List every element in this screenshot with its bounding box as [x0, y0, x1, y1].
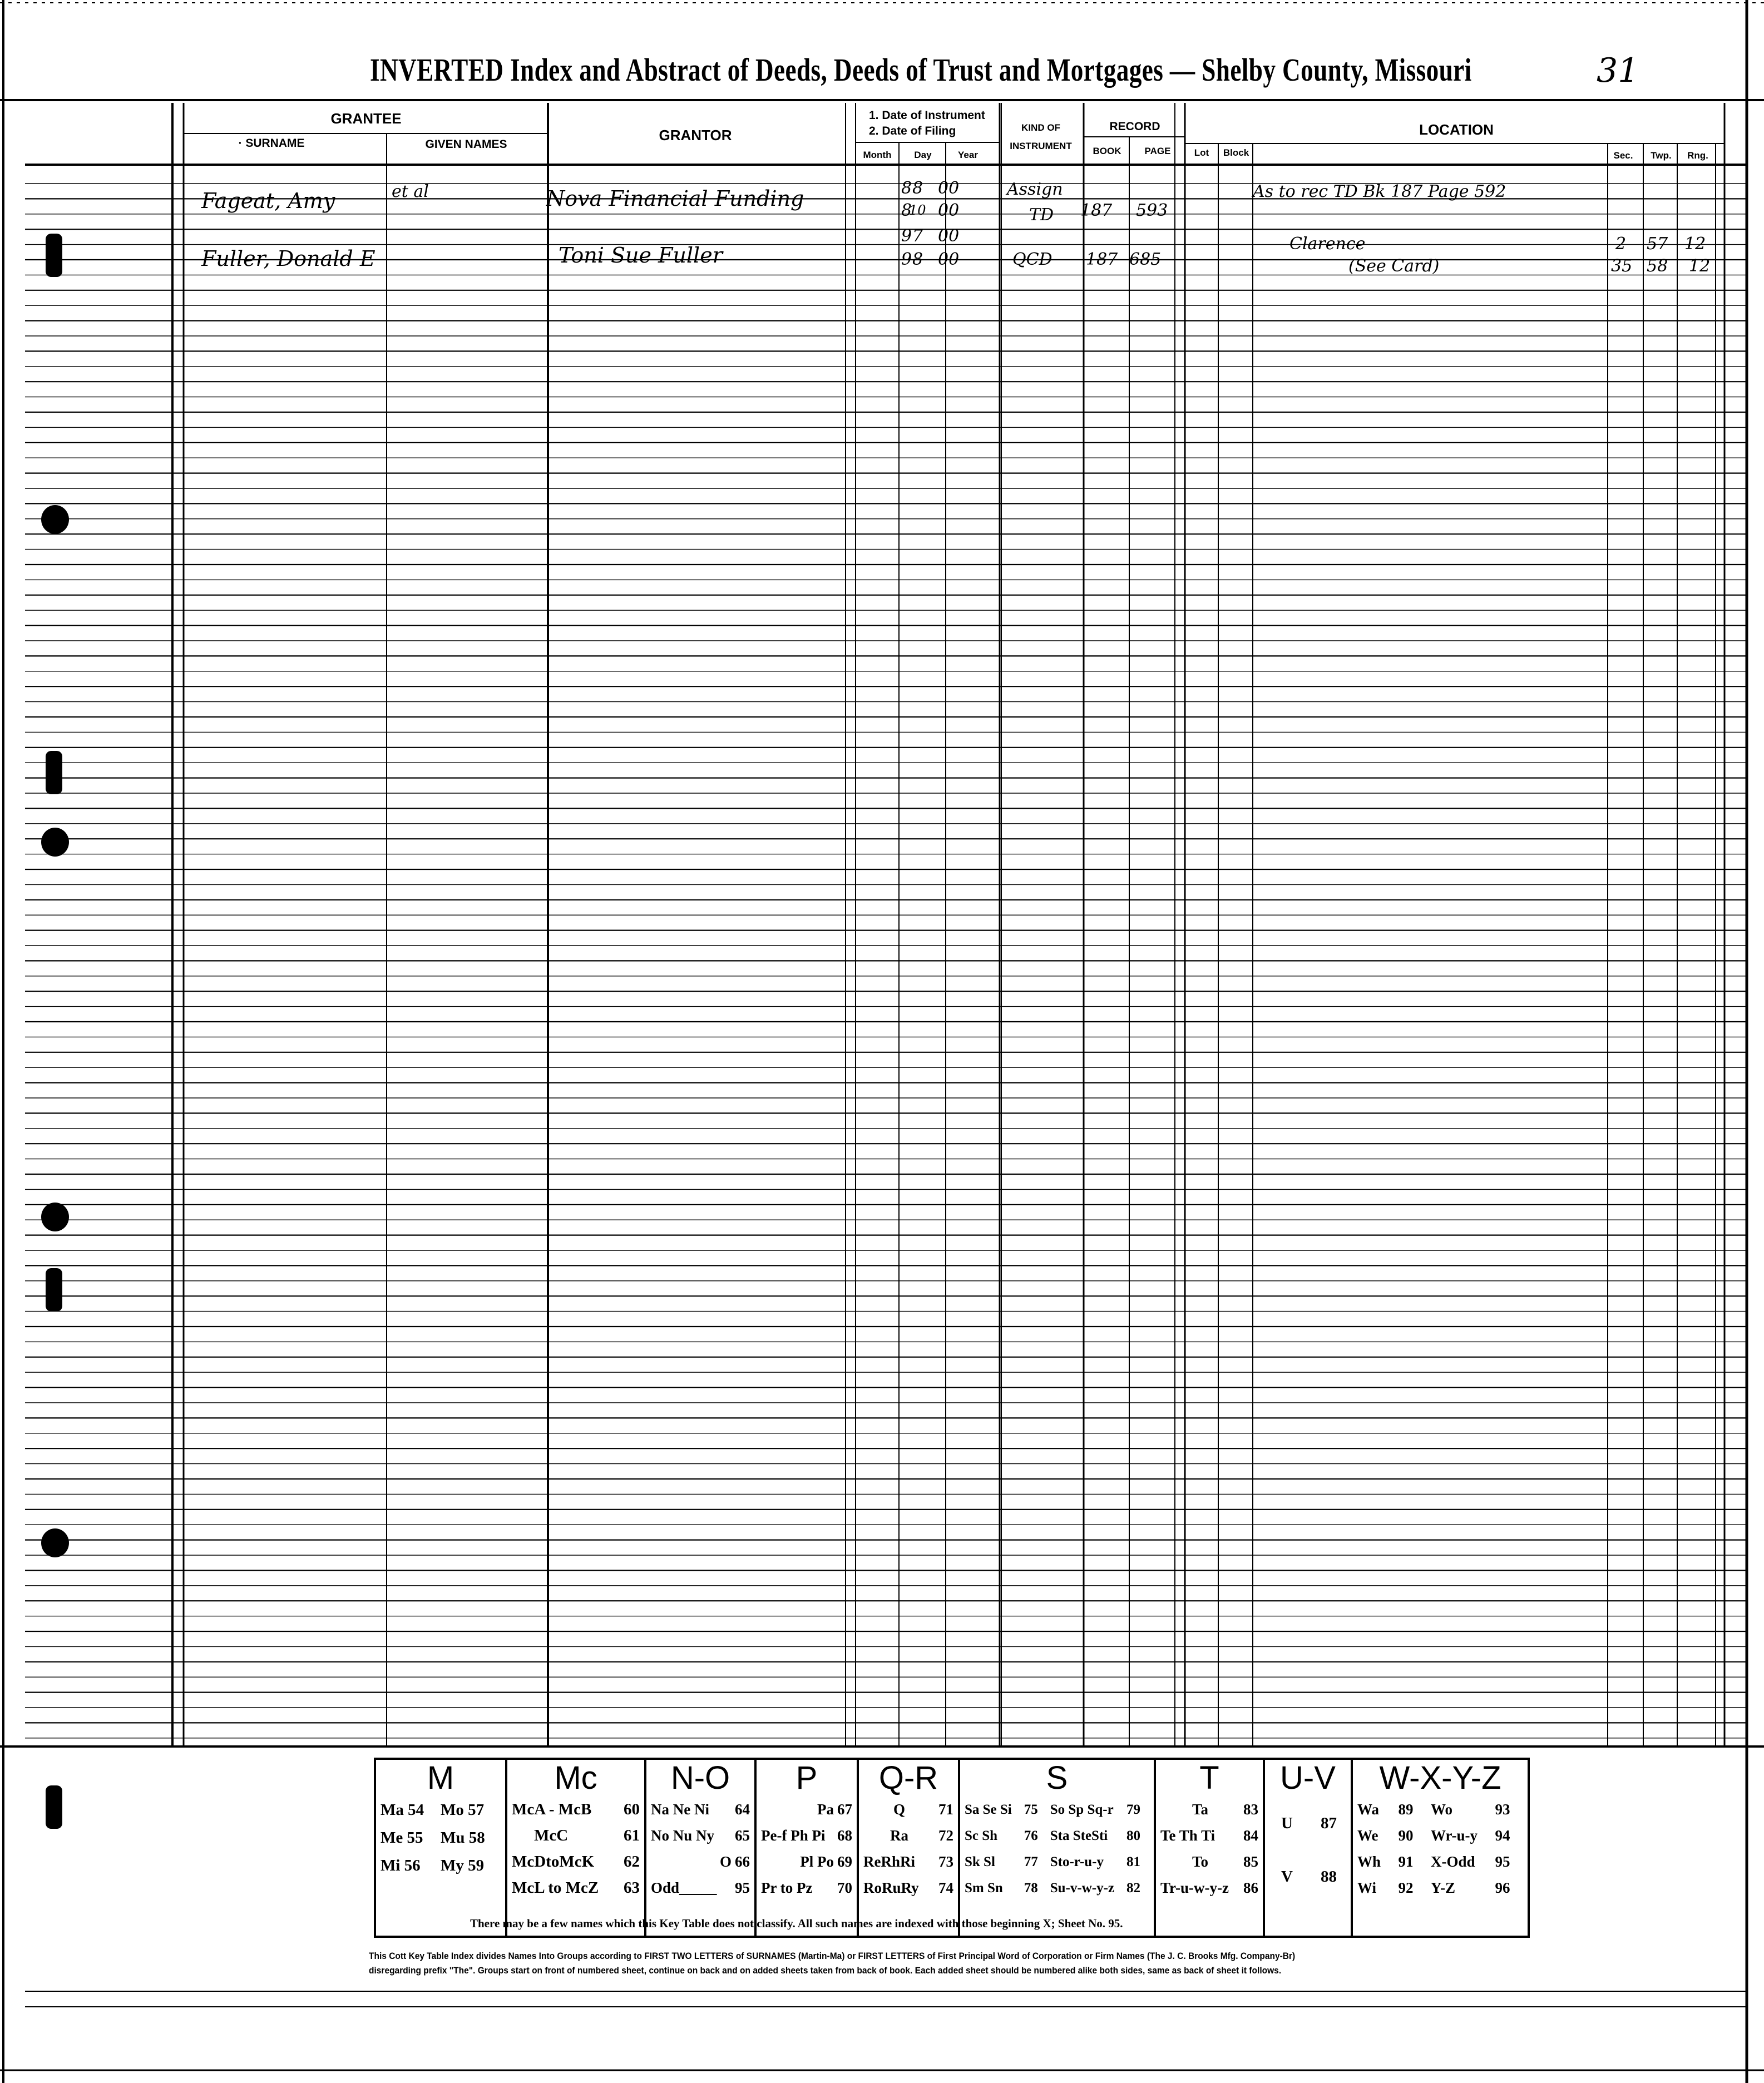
key-group-p: P Pa 67 Pe-f Ph Pi 68 Pl Po 69 Pr to Pz 70	[757, 1760, 859, 1936]
lot-header: Lot	[1194, 147, 1209, 158]
instrument-year: 00	[938, 226, 960, 246]
key-group-u-v: U-V U 87 V 88	[1265, 1760, 1353, 1936]
instrument-day: 7	[912, 226, 923, 246]
filing-day: 8	[912, 250, 923, 269]
kind-of-instrument: TD	[1029, 205, 1054, 225]
key-group-q-r: Q-R Q 71 Ra 72 ReRhRi 73 RoRuRy 74	[859, 1760, 960, 1936]
book-header: BOOK	[1093, 146, 1121, 156]
location-header: LOCATION	[1419, 121, 1494, 138]
township-number: 57	[1647, 234, 1668, 254]
twp-header: Twp.	[1651, 150, 1672, 161]
block-header: Block	[1223, 147, 1249, 158]
range-number: 12	[1689, 256, 1711, 276]
binder-slot-hole	[46, 1268, 62, 1312]
day-header: Day	[914, 150, 932, 160]
key-table-note: There may be a few names which this Key Table does not classify. All such names are indexed with those beginning X; Sheet No. 95.	[470, 1917, 1123, 1930]
record-page: 685	[1129, 250, 1162, 269]
instrument-header: INSTRUMENT	[1010, 141, 1072, 151]
instrument-year: 00	[938, 179, 960, 198]
binder-round-hole	[41, 828, 69, 857]
given-names-header: GIVEN NAMES	[425, 138, 507, 151]
key-table	[374, 1758, 1530, 1938]
filing-month: 9	[901, 250, 912, 269]
grantor-header: GRANTOR	[659, 127, 732, 144]
key-group-mc: Mc McA - McB 60 McC 61 McDtoMcK 62 McL to McZ 63	[507, 1760, 646, 1936]
month-header: Month	[863, 150, 892, 160]
record-book: 187	[1080, 201, 1113, 220]
page-title: INVERTED Index and Abstract of Deeds, Deeds of Trust and Mortgages — Shelby County, Missouri	[370, 52, 1472, 88]
instrument-month: 9	[901, 226, 912, 246]
grantor-name: Nova Financial Funding	[546, 186, 804, 211]
date-filing-header: 2. Date of Filing	[869, 125, 956, 137]
section-number: 2	[1615, 234, 1627, 254]
kind-of-instrument: Assign	[1007, 180, 1063, 199]
record-book: 187	[1086, 250, 1118, 269]
location-description: As to rec TD Bk 187 Page 592	[1253, 182, 1506, 201]
key-group-w-x-y-z: W-X-Y-Z Wa 89 Wo 93 We 90 Wr-u-y 94 Wh 91 X-Odd 95 Wi 92 Y-Z 96	[1357, 1760, 1510, 1896]
section-number: 35	[1611, 256, 1633, 276]
township-number: 58	[1647, 256, 1668, 276]
filing-month: 8	[901, 201, 912, 220]
rng-header: Rng.	[1687, 150, 1708, 161]
key-group-n-o: N-O Na Ne Ni 64 No Nu Ny 65 O 66 Odd_____ 95	[646, 1760, 757, 1936]
record-header: RECORD	[1109, 120, 1160, 133]
kind-of-header: KIND OF	[1021, 122, 1060, 133]
key-group-m: M Ma 54 Mo 57 Me 55 Mu 58 Mi 56 My 59	[376, 1760, 507, 1936]
binder-slot-hole	[46, 751, 62, 794]
binder-round-hole	[41, 1203, 69, 1231]
filing-year: 00	[938, 201, 960, 220]
binder-round-hole	[41, 1528, 69, 1557]
instrument-day: 8	[912, 179, 923, 198]
binder-slot-hole	[46, 234, 62, 277]
binder-round-hole	[41, 505, 69, 534]
binder-slot-hole	[46, 1785, 62, 1829]
instrument-month: 8	[901, 179, 912, 198]
date-instrument-header: 1. Date of Instrument	[869, 109, 985, 122]
grantor-name: Toni Sue Fuller	[559, 243, 723, 268]
range-number: 12	[1684, 234, 1706, 254]
location-description: Clarence	[1289, 234, 1366, 254]
grantee-header: GRANTEE	[330, 110, 402, 127]
filing-day: 10	[909, 202, 926, 218]
kind-of-instrument: QCD	[1012, 250, 1053, 269]
page-col-header: PAGE	[1144, 146, 1171, 156]
sec-header: Sec.	[1613, 150, 1633, 161]
year-header: Year	[958, 150, 978, 160]
filing-year: 00	[938, 250, 960, 269]
sheet-number: 31	[1597, 51, 1639, 90]
footer-instructions-line2: disregarding prefix "The". Groups start on front of numbered sheet, continue on back and on added sheets taken from back of book. Each added sheet should be numbered alike both sides, same as back of sheet it follows.	[369, 1966, 1282, 1976]
record-page: 593	[1136, 201, 1168, 220]
footer-instructions-line1: This Cott Key Table Index divides Names Into Groups according to FIRST TWO LETTERS of SURNAMES (Martin-Ma) or FIRST LETTERS of First Principal Word of Corporation or Firm Names (The J. C. Brooks Mfg. Company-Br)	[369, 1951, 1296, 1961]
grantee-name: Fuller, Donald E	[201, 246, 375, 271]
location-description: (See Card)	[1348, 256, 1440, 276]
grantee-name: Fageat, Amy	[201, 189, 335, 213]
key-group-t: T Ta 83 Te Th Ti 84 To 85 Tr-u-w-y-z 86	[1156, 1760, 1265, 1936]
surname-header: · SURNAME	[238, 137, 305, 150]
grantee-note: et al	[392, 182, 429, 201]
key-group-s: S Sa Se Si 75 So Sp Sq-r 79 Sc Sh 76 Sta SteSti 80 Sk Sl 77 Sto-r-u-y 81 Sm Sn 78 Su-v-w-y-z 82	[960, 1760, 1156, 1936]
